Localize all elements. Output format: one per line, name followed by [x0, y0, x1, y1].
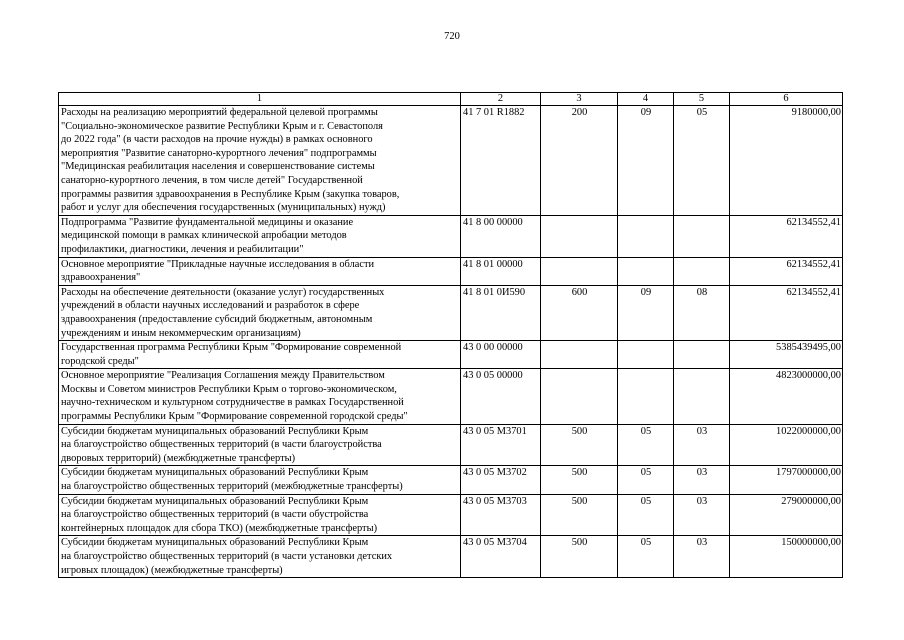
row-amount: 279000000,00	[730, 494, 843, 536]
budget-table	[58, 92, 843, 578]
row-expense-type: 500	[541, 494, 618, 536]
row-target-article: 43 0 05 M3701	[461, 424, 541, 466]
row-expense-type	[541, 341, 618, 369]
row-expense-type	[541, 369, 618, 424]
column-header: 5	[674, 93, 730, 106]
row-amount: 1797000000,00	[730, 466, 843, 494]
row-expense-type: 200	[541, 106, 618, 216]
row-section: 09	[618, 285, 674, 340]
row-name: Субсидии бюджетам муниципальных образований Республики Крым на благоустройство общественных территорий (межбюджетные трансферты)	[59, 466, 461, 494]
table-row	[59, 285, 843, 340]
row-expense-type	[541, 257, 618, 285]
row-amount: 62134552,41	[730, 285, 843, 340]
row-section	[618, 257, 674, 285]
table-row	[59, 257, 843, 285]
row-target-article: 41 8 01 00000	[461, 257, 541, 285]
row-expense-type: 500	[541, 536, 618, 578]
row-target-article: 41 8 01 0И590	[461, 285, 541, 340]
column-header: 1	[59, 93, 461, 106]
row-subsection	[674, 215, 730, 257]
row-expense-type: 500	[541, 466, 618, 494]
table-row	[59, 369, 843, 424]
table-row	[59, 536, 843, 578]
row-name: Субсидии бюджетам муниципальных образований Республики Крым на благоустройство общественных территорий (в части обустройства контейнерных площадок для сбора ТКО) (межбюджетные трансферты)	[59, 494, 461, 536]
row-section	[618, 369, 674, 424]
row-amount: 62134552,41	[730, 257, 843, 285]
row-name: Субсидии бюджетам муниципальных образований Республики Крым на благоустройство общественных территорий (в части установки детских игровых площадок) (межбюджетные трансферты)	[59, 536, 461, 578]
row-target-article: 43 0 05 M3704	[461, 536, 541, 578]
row-amount: 9180000,00	[730, 106, 843, 216]
row-name: Расходы на обеспечение деятельности (оказание услуг) государственных учреждений в области научных исследований и разработок в сфере здравоохранения (предоставление субсидий бюджетным, автономным учреждениям и иным некоммерческим организациям)	[59, 285, 461, 340]
row-amount: 1022000000,00	[730, 424, 843, 466]
row-subsection: 03	[674, 466, 730, 494]
row-target-article: 43 0 05 M3702	[461, 466, 541, 494]
row-subsection: 08	[674, 285, 730, 340]
row-subsection: 03	[674, 424, 730, 466]
column-header: 3	[541, 93, 618, 106]
row-target-article: 41 8 00 00000	[461, 215, 541, 257]
table-row	[59, 424, 843, 466]
row-section: 09	[618, 106, 674, 216]
row-section: 05	[618, 494, 674, 536]
row-target-article: 41 7 01 R1882	[461, 106, 541, 216]
row-subsection: 03	[674, 494, 730, 536]
row-name: Основное мероприятие "Реализация Соглашения между Правительством Москвы и Советом министров Республики Крым о торгово-экономическом, научно-техническом и культурном сотрудничестве в рамках Государственной программы Республики Крым "Формирование современной городской среды"	[59, 369, 461, 424]
row-section: 05	[618, 424, 674, 466]
row-amount: 4823000000,00	[730, 369, 843, 424]
row-amount: 5385439495,00	[730, 341, 843, 369]
row-section	[618, 341, 674, 369]
row-subsection	[674, 341, 730, 369]
row-name: Подпрограмма "Развитие фундаментальной медицины и оказание медицинской помощи в рамках клинической апробации методов профилактики, диагностики, лечения и реабилитации"	[59, 215, 461, 257]
row-target-article: 43 0 00 00000	[461, 341, 541, 369]
table-row	[59, 341, 843, 369]
row-amount: 150000000,00	[730, 536, 843, 578]
row-subsection: 03	[674, 536, 730, 578]
page-number: 720	[444, 31, 460, 42]
header-row	[59, 93, 843, 106]
row-subsection	[674, 369, 730, 424]
row-expense-type: 600	[541, 285, 618, 340]
column-header: 2	[461, 93, 541, 106]
row-section: 05	[618, 466, 674, 494]
row-amount: 62134552,41	[730, 215, 843, 257]
row-name: Расходы на реализацию мероприятий федеральной целевой программы "Социально-экономическое развитие Республики Крым и г. Севастополя до 2022 года" (в части расходов на прочие нужды) в рамках основного мероприятия "Развитие санаторно-курортного лечения" подпрограммы "Медицинская реабилитация населения и совершенствование системы санаторно-курортного лечения, в том числе детей" Государственной программы развития здравоохранения в Республике Крым (закупка товаров, работ и услуг для обеспечения государственных (муниципальных) нужд)	[59, 106, 461, 216]
row-expense-type: 500	[541, 424, 618, 466]
row-section	[618, 215, 674, 257]
row-target-article: 43 0 05 00000	[461, 369, 541, 424]
row-expense-type	[541, 215, 618, 257]
column-header: 4	[618, 93, 674, 106]
row-name: Основное мероприятие "Прикладные научные исследования в области здравоохранения"	[59, 257, 461, 285]
table-row	[59, 106, 843, 216]
row-section: 05	[618, 536, 674, 578]
row-name: Субсидии бюджетам муниципальных образований Республики Крым на благоустройство общественных территорий (в части благоустройства дворовых территорий) (межбюджетные трансферты)	[59, 424, 461, 466]
row-name: Государственная программа Республики Крым "Формирование современной городской среды"	[59, 341, 461, 369]
table-row	[59, 494, 843, 536]
row-target-article: 43 0 05 M3703	[461, 494, 541, 536]
row-subsection: 05	[674, 106, 730, 216]
column-header: 6	[730, 93, 843, 106]
row-subsection	[674, 257, 730, 285]
table-row	[59, 466, 843, 494]
table-row	[59, 215, 843, 257]
